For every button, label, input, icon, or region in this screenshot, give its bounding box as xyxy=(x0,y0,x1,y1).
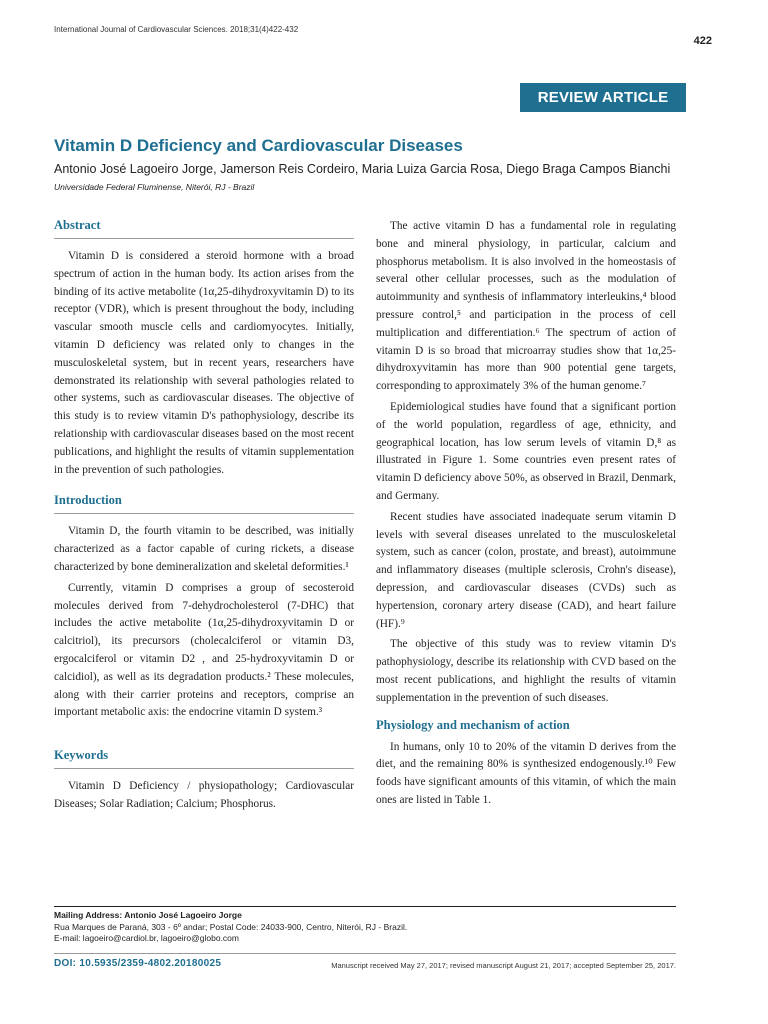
physiology-heading: Physiology and mechanism of action xyxy=(376,717,570,732)
author-list: Antonio José Lagoeiro Jorge, Jamerson Reis Cordeiro, Maria Luiza Garcia Rosa, Diego Braga Campos Bianchi xyxy=(54,162,671,176)
introduction-paragraph: Currently, vitamin D comprises a group of secosteroid molecules derived from 7-dehydrocholesterol (7-DHC) that includes the active metabolite (1α,25-dihydroxyvitamin D or calcitriol), its precursors (cholecalciferol or vitamin D3, ergocalciferol or vitamin D2 , and 25-hydroxyvitamin D or calcidiol), as well as its degradation products.² These molecules, along with their carrier proteins and receptors, comprise an important metabolic axis: the endocrine vitamin D system.³ xyxy=(54,581,354,719)
left-column xyxy=(54,218,354,814)
keywords-heading: Keywords xyxy=(54,748,354,769)
article-type-banner: REVIEW ARTICLE xyxy=(520,83,686,112)
page-number: 422 xyxy=(693,35,712,47)
introduction-paragraph: Vitamin D, the fourth vitamin to be described, was initially characterized as a factor capable of curing rickets, a disease characterized by bone demineralization and skeletal deformities.¹ xyxy=(54,525,354,573)
article-title: Vitamin D Deficiency and Cardiovascular Diseases xyxy=(54,136,463,155)
body-paragraph: The objective of this study was to review vitamin D's pathophysiology, describe its relationship with CVD based on the most recent publications, and highlight the results of vitamin supplementation in the prevention of such diseases. xyxy=(376,638,676,704)
mailing-label: Mailing Address: Antonio José Lagoeiro Jorge xyxy=(54,910,242,920)
manuscript-dates: Manuscript received May 27, 2017; revised manuscript August 21, 2017; accepted September 25, 2017. xyxy=(331,961,676,970)
body-paragraph: The active vitamin D has a fundamental role in regulating bone and mineral physiology, in particular, calcium and phosphorus metabolism. It is also involved in the homeostasis of several other cellular processes, such as the modulation of autoimmunity and synthesis of inflammatory interleukins,⁴ blood pressure control,⁵ and participation in the process of cell multiplication and differentiation.⁶ The spectrum of action of vitamin D is so broad that microarray studies show that 1α,25-dihydroxyvitamin has more than 900 potential gene targets, corresponding to approximately 3% of the human genome.⁷ xyxy=(376,220,676,393)
journal-citation: International Journal of Cardiovascular Sciences. 2018;31(4)422-432 xyxy=(54,25,299,34)
email-address: E-mail: lagoeiro@cardiol.br, lagoeiro@globo.com xyxy=(54,933,239,943)
body-paragraph: Epidemiological studies have found that a significant portion of the world population, regardless of age, ethnicity, and geographical location, has low serum levels of vitamin D,⁸ as illustrated in Figure 1. Some countries even present rates of vitamin D deficiency above 50%, as observed in Brazil, Denmark, and Germany. xyxy=(376,400,676,502)
right-column xyxy=(376,218,676,810)
postal-address: Rua Marques de Paraná, 303 - 6º andar; Postal Code: 24033-900, Centro, Niterói, RJ - Brazil. xyxy=(54,921,408,932)
introduction-heading: Introduction xyxy=(54,493,354,514)
mailing-address-block xyxy=(54,910,407,945)
doi-link[interactable]: DOI: 10.5935/2359-4802.20180025 xyxy=(54,958,222,969)
keywords-text: Vitamin D Deficiency / physiopathology; Cardiovascular Diseases; Solar Radiation; Calcium; Phosphorus. xyxy=(54,780,354,810)
body-paragraph: Recent studies have associated inadequate serum vitamin D levels with several diseases unrelated to the musculoskeletal system, such as cancer (colon, prostate, and breast), autoimmune and inflammatory diseases (multiple sclerosis, Crohn's disease), depression, and cardiovascular diseases (CVDs) such as hypertension, coronary artery disease (CAD), and heart failure (HF).⁹ xyxy=(376,510,676,630)
affiliation: Universidade Federal Fluminense, Niterói, RJ - Brazil xyxy=(54,182,255,192)
abstract-text: Vitamin D is considered a steroid hormone with a broad spectrum of action in the human body. Its action arises from the binding of its active metabolite (1α,25-dihydroxyvitamin D) to its receptor (VDR), which is present throughout the body, including vascular smooth muscle cells and cardiomyocytes. Initially, vitamin D deficiency was related only to changes in the musculoskeletal system, but in recent years, researchers have demonstrated its relationship with several pathologies related to other systems, such as cardiovascular diseases. The objective of this study is to review vitamin D's pathophysiology, describe its relationship with cardiovascular diseases based on the most recent publications, and highlight the results of vitamin supplementation in the prevention of such pathologies. xyxy=(54,250,354,476)
abstract-heading: Abstract xyxy=(54,218,354,239)
footer-divider-secondary xyxy=(54,953,676,954)
physiology-paragraph: In humans, only 10 to 20% of the vitamin D derives from the diet, and the remaining 80% is synthesized endogenously.¹⁰ Few foods have significant amounts of this vitamin, of which the main ones are listed in Table 1. xyxy=(376,740,676,806)
footer-divider xyxy=(54,906,676,907)
